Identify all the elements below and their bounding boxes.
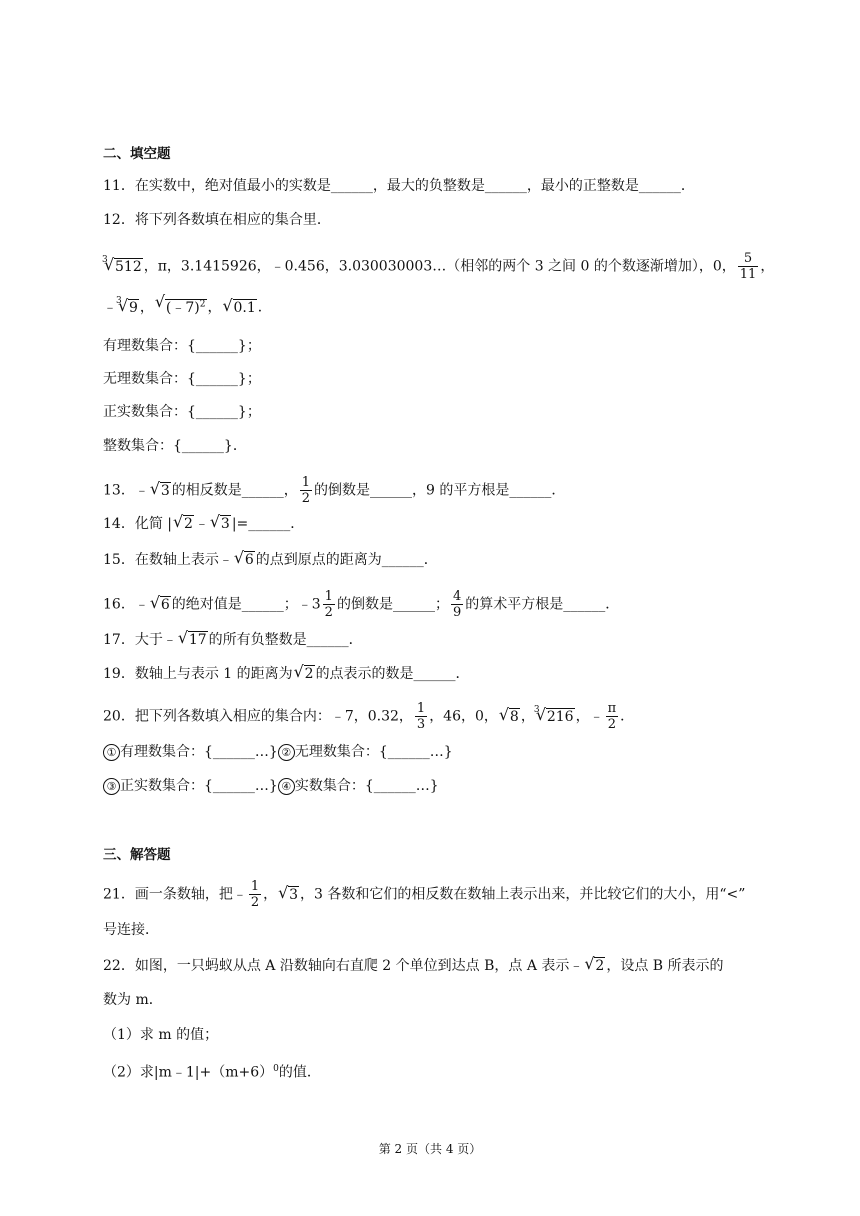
q12-set-integer: 整数集合：{______}． xyxy=(103,438,247,454)
question-19: 19．数轴上与表示 1 的距离为√ 2 的点表示的数是______． xyxy=(103,664,470,684)
question-22-part-2: （2）求$|m﹣1|+(m+6)^0$的值． xyxy=(103,1064,321,1081)
q20-sets-row-2: ③ 正实数集合：{______…} ④ 实数集合：{______…} xyxy=(103,776,439,796)
fraction-1-3: $\frac{1}{3}$ xyxy=(416,701,426,732)
q12-numbers-line-2: ﹣ √ 3 9 ，√ (﹣7)$^2$ ，√ 0.1 ． xyxy=(103,294,272,318)
question-22-part-1: （1）求 m 的值； xyxy=(103,1027,219,1043)
fraction-1-2: $\frac{1}{2}$ xyxy=(301,475,311,506)
sqrt-3: √ 3 xyxy=(278,885,299,905)
sqrt-17: √ 17 xyxy=(178,630,208,650)
sqrt-2: √ 2 xyxy=(584,956,605,976)
cube-root-512: √ 3 512 xyxy=(104,257,143,277)
question-11 xyxy=(103,176,695,196)
question-22: 22．如图，一只蚂蚁从点 A 沿数轴向右直爬 2 个单位到达点 B，点 A 表示﹣√ 2 ，设点 B 所表示的 xyxy=(103,956,724,976)
sqrt-6: √ 6 xyxy=(150,595,171,615)
sqrt-0-1: √ 0.1 xyxy=(223,298,257,318)
q12-set-rational: 有理数集合：{______}； xyxy=(103,338,261,354)
fraction-1-2: $\frac{1}{2}$ xyxy=(250,879,260,910)
q12-text: 将下列各数填在相应的集合里． xyxy=(134,212,331,228)
sqrt-6: √ 6 xyxy=(234,550,255,570)
sqrt-3: √ 3 xyxy=(210,514,231,534)
question-14: 14．化简 |√ 2 ﹣√ 3 |=______． xyxy=(103,514,304,534)
sqrt-3: √ 3 xyxy=(150,481,171,501)
section-fill-in-heading: 二、填空题 xyxy=(103,146,171,162)
question-12 xyxy=(103,210,331,230)
question-21-cont: 号连接． xyxy=(103,922,159,938)
fraction-pi-2: $\frac{\pi}{2}$ xyxy=(607,701,617,732)
fraction-5-11: $\frac{5}{11}$ xyxy=(739,251,757,282)
q12-line1-text: ，π，3.1415926，﹣0.456，3.030030003…（相邻的两个 3 之间 0 的个数逐渐增加），0， xyxy=(143,258,736,275)
question-17: 17．大于﹣√ 17 的所有负整数是______． xyxy=(103,630,363,650)
page-footer: 第 2 页（共 4 页） xyxy=(378,1142,482,1156)
q12-numbers-line-1: √ 3 512 ，π，3.1415926，﹣0.456，3.030030003…（相邻的两个 3 之间 0 的个数逐渐增加），0， $\frac{5}{11}$ ， xyxy=(103,252,774,281)
fraction-1-2: $\frac{1}{2}$ xyxy=(324,589,333,620)
question-22-cont: 数为 m． xyxy=(103,992,163,1008)
q11-text: 在实数中，绝对值最小的实数是______，最大的负整数是______，最小的正整数是______． xyxy=(134,178,695,194)
q20-sets-row-1: ① 有理数集合：{______…} ② 无理数集合：{______…} xyxy=(103,742,453,762)
q12-set-irrational: 无理数集合：{______}； xyxy=(103,371,261,387)
q11-number: 11． xyxy=(103,178,135,194)
question-20: 20．把下列各数填入相应的集合内：﹣7，0.32， $\frac{1}{3}$ ，46，0，√ 8 ， √ 3 216 ，﹣ $\frac{\pi}{2}$ ． xyxy=(103,702,634,731)
cube-root-216: √ 3 216 xyxy=(536,707,575,727)
sqrt-neg7-squared: √ (﹣7)$^2$ xyxy=(155,294,207,318)
q12-number: 12． xyxy=(103,212,135,228)
fraction-4-9: $\frac{4}{9}$ xyxy=(452,589,462,620)
question-15: 15．在数轴上表示﹣√ 6 的点到原点的距离为______． xyxy=(103,550,438,570)
question-16: 16．﹣√ 6 的绝对值是______；﹣3 $\frac{1}{2}$ 的倒数是______； $\frac{4}{9}$ 的算术平方根是______． xyxy=(103,590,619,619)
sqrt-2: √ 2 xyxy=(294,664,315,684)
question-13: 13．﹣√ 3 的相反数是______， $\frac{1}{2}$ 的倒数是______，9 的平方根是______． xyxy=(103,476,565,505)
section-solve-heading: 三、解答题 xyxy=(103,847,171,863)
question-21: 21．画一条数轴，把﹣ $\frac{1}{2}$ ，√ 3 ，3 各数和它们的相反数在数轴上表示出来，并比较它们的大小，用“<” xyxy=(103,880,745,909)
q12-set-positive-real: 正实数集合：{______}； xyxy=(103,404,261,420)
cube-root-9: √ 3 9 xyxy=(118,298,139,318)
sqrt-8: √ 8 xyxy=(499,707,520,727)
sqrt-2: √ 2 xyxy=(173,514,194,534)
